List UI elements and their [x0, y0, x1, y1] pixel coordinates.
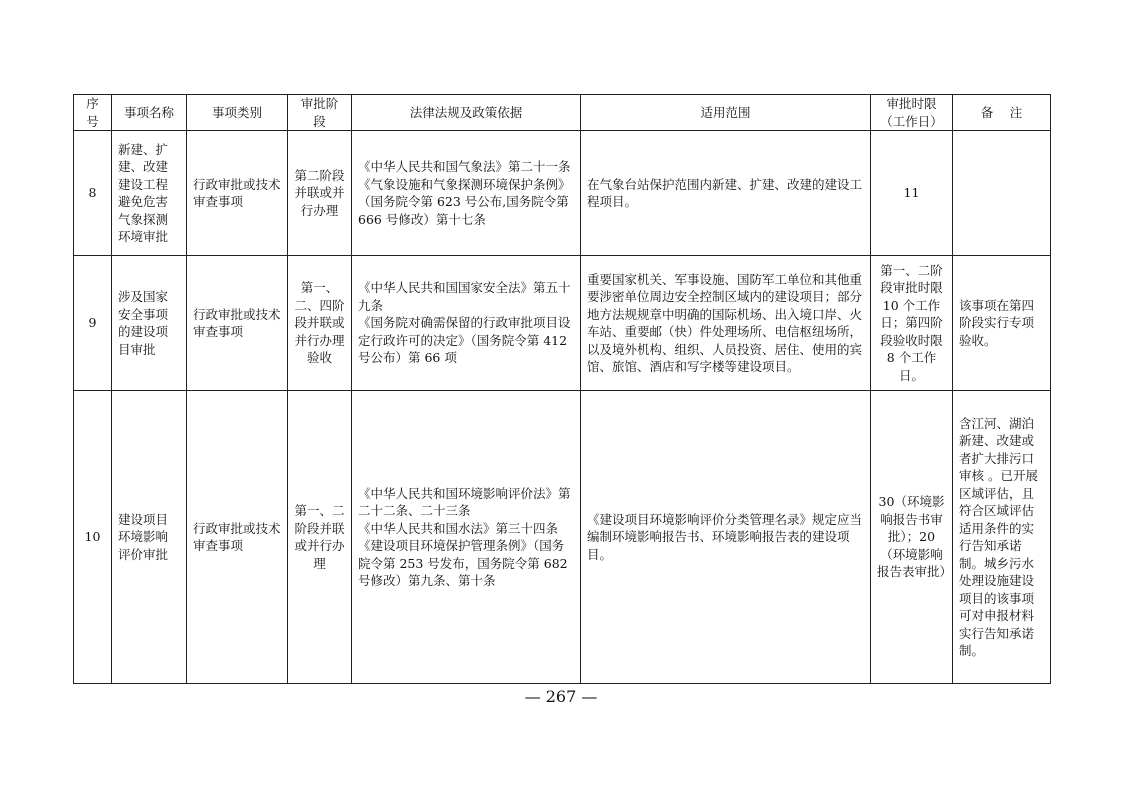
row-category: 行政审批或技术审查事项	[187, 391, 288, 684]
row-name: 涉及国家安全事项的建设项目审批	[112, 256, 187, 391]
row-no: 9	[74, 256, 112, 391]
row-scope: 《建设项目环境影响评价分类管理名录》规定应当编制环境影响报告书、环境影响报告表的建设项目。	[581, 391, 871, 684]
row-remark: 该事项在第四阶段实行专项验收。	[953, 256, 1051, 391]
row-scope: 在气象台站保护范围内新建、扩建、改建的建设工程项目。	[581, 131, 871, 256]
table-header-row	[74, 95, 1051, 131]
row-remark: 含江河、湖泊新建、改建或者扩大排污口审核 。已开展区域评估，且符合区域评估适用条件的实行告知承诺制。城乡污水处理设施建设项目的该事项可对申报材料实行告知承诺制。	[953, 391, 1051, 684]
row-category: 行政审批或技术审查事项	[187, 131, 288, 256]
row-no: 8	[74, 131, 112, 256]
table-row	[74, 391, 1051, 684]
header-no: 序号	[74, 95, 112, 131]
header-category: 事项类别	[187, 95, 288, 131]
header-scope: 适用范围	[581, 95, 871, 131]
row-basis: 《中华人民共和国国家安全法》第五十九条 《国务院对确需保留的行政审批项目设定行政许可的决定》（国务院令第 412 号公布）第 66 项	[352, 256, 581, 391]
row-stage: 第一、二、四阶段并联或并行办理验收	[288, 256, 352, 391]
page-number: — 267 —	[524, 687, 598, 706]
header-remark: 备 注	[953, 95, 1051, 131]
approval-items-table	[73, 94, 1051, 684]
row-time: 第一、二阶段审批时限 10 个工作日；第四阶段验收时限 8 个工作日。	[871, 256, 953, 391]
row-name: 新建、扩建、改建建设工程避免危害气象探测环境审批	[112, 131, 187, 256]
row-basis: 《中华人民共和国气象法》第二十一条 《气象设施和气象探测环境保护条例》（国务院令第 623 号公布,国务院令第 666 号修改）第十七条	[352, 131, 581, 256]
header-stage: 审批阶段	[288, 95, 352, 131]
header-basis: 法律法规及政策依据	[352, 95, 581, 131]
row-remark	[953, 131, 1051, 256]
row-stage: 第一、二阶段并联或并行办理	[288, 391, 352, 684]
row-scope: 重要国家机关、军事设施、国防军工单位和其他重要涉密单位周边安全控制区域内的建设项目；部分地方法规规章中明确的国际机场、出入境口岸、火车站、重要邮（快）件处理场所、电信枢纽场所，以及境外机构、组织、人员投资、居住、使用的宾馆、旅馆、酒店和写字楼等建设项目。	[581, 256, 871, 391]
row-basis: 《中华人民共和国环境影响评价法》第二十二条、二十三条 《中华人民共和国水法》第三十四条 《建设项目环境保护管理条例》（国务院令第 253 号发布，国务院令第 682 号修改）第九条、第十条	[352, 391, 581, 684]
row-no: 10	[74, 391, 112, 684]
table-row	[74, 131, 1051, 256]
row-time: 30（环境影响报告书审批）；20（环境影响报告表审批）	[871, 391, 953, 684]
row-name: 建设项目环境影响评价审批	[112, 391, 187, 684]
header-time: 审批时限 （工作日）	[871, 95, 953, 131]
header-name: 事项名称	[112, 95, 187, 131]
row-stage: 第二阶段并联或并行办理	[288, 131, 352, 256]
row-category: 行政审批或技术审查事项	[187, 256, 288, 391]
table-row	[74, 256, 1051, 391]
row-time: 11	[871, 131, 953, 256]
